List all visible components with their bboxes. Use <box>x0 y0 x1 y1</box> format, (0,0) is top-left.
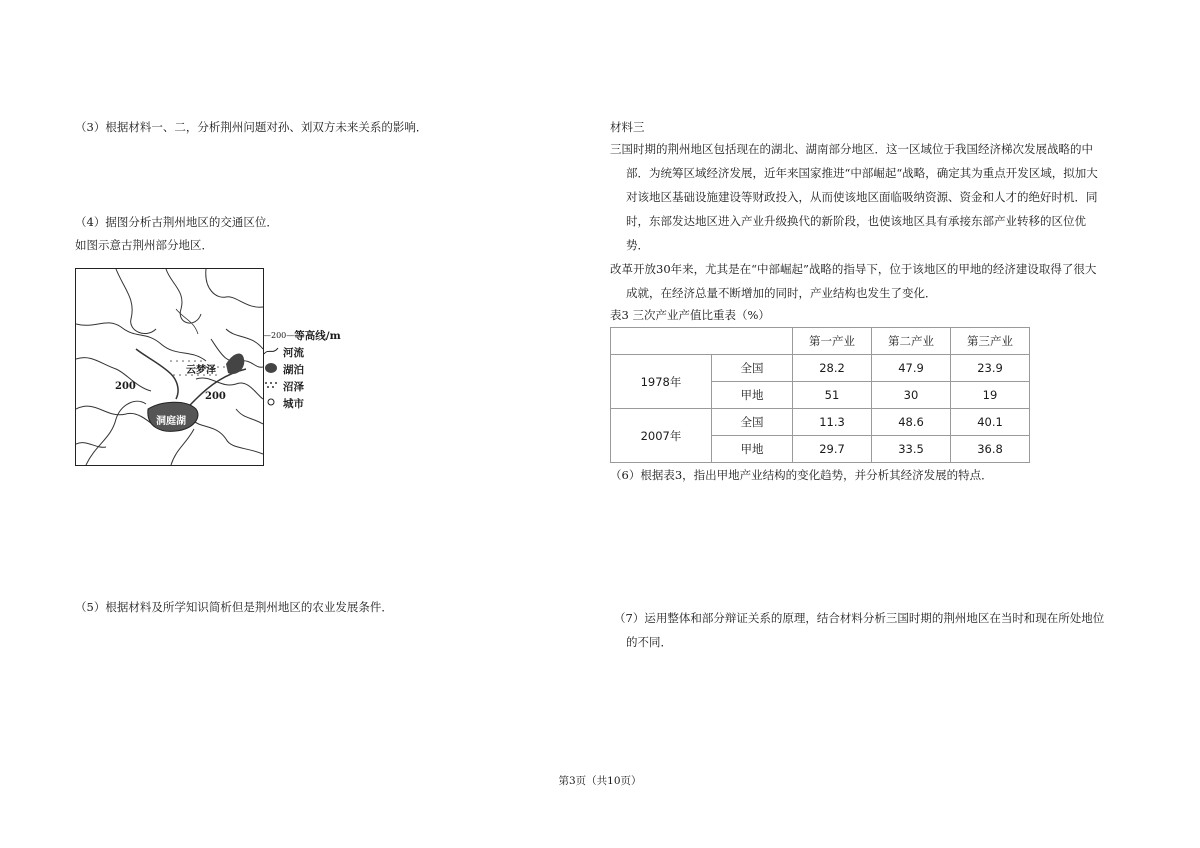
value-cell: 33.5 <box>872 436 951 463</box>
table-header-row <box>611 328 1030 355</box>
map-caption: 如图示意古荆州部分地区． <box>75 238 213 252</box>
table-corner-cell <box>611 328 793 355</box>
dongtinghu-label: 洞庭湖 <box>156 416 186 427</box>
year-cell: 1978年 <box>611 355 712 409</box>
table-row <box>611 355 1030 382</box>
river-icon <box>263 346 283 359</box>
material-3-title: 材料三 <box>610 120 645 134</box>
value-cell: 51 <box>793 382 872 409</box>
legend-river: 河流 <box>263 344 341 361</box>
value-cell: 30 <box>872 382 951 409</box>
region-cell: 全国 <box>712 409 793 436</box>
value-cell: 23.9 <box>951 355 1030 382</box>
question-6: （6）根据表3，指出甲地产业结构的变化趋势，并分析其经济发展的特点． <box>610 468 993 482</box>
region-cell: 甲地 <box>712 382 793 409</box>
city-icon <box>263 397 283 410</box>
legend-lake: 湖泊 <box>263 361 341 378</box>
map-legend <box>263 327 341 412</box>
industry-ratio-table <box>610 327 1030 463</box>
question-5: （5）根据材料及所学知识简析但是荆州地区的农业发展条件． <box>75 600 393 614</box>
value-cell: 19 <box>951 382 1030 409</box>
contour-label-200-b: 200 <box>205 391 226 402</box>
legend-marsh: 沼泽 <box>263 378 341 395</box>
header-secondary-industry: 第二产业 <box>872 328 951 355</box>
region-cell: 全国 <box>712 355 793 382</box>
year-cell: 2007年 <box>611 409 712 463</box>
region-cell: 甲地 <box>712 436 793 463</box>
contour-legend-icon: —200— <box>263 331 295 340</box>
value-cell: 36.8 <box>951 436 1030 463</box>
value-cell: 48.6 <box>872 409 951 436</box>
yunmengze-label: 云梦泽 <box>186 365 216 376</box>
header-tertiary-industry: 第三产业 <box>951 328 1030 355</box>
question-7: （7）运用整体和部分辩证关系的原理，结合材料分析三国时期的荆州地区在当时和现在所处地位 的不同． <box>614 611 1105 649</box>
value-cell: 47.9 <box>872 355 951 382</box>
lake-icon <box>263 362 283 377</box>
marsh-icon <box>263 380 283 393</box>
question-3: （3）根据材料一、二，分析荆州问题对孙、刘双方未来关系的影响． <box>75 120 428 134</box>
legend-city: 城市 <box>263 395 341 412</box>
value-cell: 28.2 <box>793 355 872 382</box>
material-3-paragraph-1: 三国时期的荆州地区包括现在的湖北、湖南部分地区．这一区域位于我国经济梯次发展战略的中 部．为统筹区域经济发展，近年来国家推进“中部崛起“战略，确定其为重点开发区域，拟加大 对该地区基础设施建设等财政投入，从而使该地区面临吸纳资源、资金和人才的绝好时机．同 时，东部发达地区进入产业升级换代的新阶段，也使该地区具有承接东部产业转移的区位优 势． <box>610 142 1098 252</box>
legend-contour: —200— 等高线/m <box>263 330 341 342</box>
jingzhou-map <box>75 268 264 466</box>
question-4: （4）据图分析古荆州地区的交通区位． <box>75 215 278 229</box>
value-cell: 11.3 <box>793 409 872 436</box>
map-drawing <box>76 269 263 465</box>
material-3-paragraph-2: 改革开放30年来，尤其是在“中部崛起”战略的指导下，位于该地区的甲地的经济建设取得了很大 成就，在经济总量不断增加的同时，产业结构也发生了变化． <box>610 262 1097 300</box>
page-footer: 第3页（共10页） <box>558 775 642 787</box>
header-primary-industry: 第一产业 <box>793 328 872 355</box>
contour-label-200-a: 200 <box>115 381 136 392</box>
value-cell: 29.7 <box>793 436 872 463</box>
table-row <box>611 409 1030 436</box>
value-cell: 40.1 <box>951 409 1030 436</box>
table-caption: 表3 三次产业产值比重表（%） <box>610 308 770 322</box>
